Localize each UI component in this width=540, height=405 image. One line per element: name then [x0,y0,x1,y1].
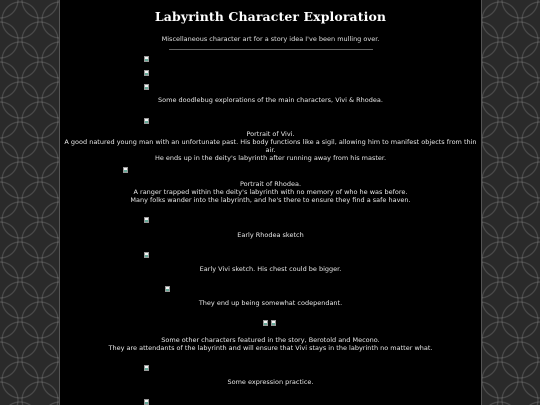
broken-image-icon[interactable] [144,56,150,63]
broken-image-icon[interactable] [144,217,150,224]
divider [169,49,373,50]
expressions-caption: Some expression practice. [227,378,314,386]
broken-image-icon[interactable] [144,118,150,125]
main-content [59,0,482,405]
rhodea-heading: Portrait of Rhodea. [239,180,302,188]
broken-image-icon[interactable] [144,365,150,372]
broken-image-icon[interactable] [144,84,150,91]
broken-image-icon[interactable] [123,167,129,174]
page-title: Labyrinth Character Exploration [154,9,387,24]
rhodea-sketch-caption: Early Rhodea sketch [237,231,304,239]
others-line-2: They are attendants of the labyrinth and will ensure that Vivi stays in the labyrinth no matter what. [108,344,433,352]
broken-image-icon[interactable] [144,70,150,77]
broken-image-icon[interactable] [263,320,269,327]
broken-image-icon[interactable] [271,320,277,327]
vivi-heading: Portrait of Vivi. [246,130,295,138]
codependant-caption: They end up being somewhat codependant. [198,299,343,307]
others-description [60,336,481,352]
rhodea-line-1: A ranger trapped within the deity's labyrinth with no memory of who he was before. [133,188,408,196]
broken-image-icon[interactable] [144,252,150,259]
others-line-1: Some other characters featured in the story, Berotold and Mecono. [161,336,380,344]
page-subtitle: Miscellaneous character art for a story idea I've been mulling over. [161,35,380,43]
broken-image-icon[interactable] [165,286,171,293]
vivi-line-2: He ends up in the deity's labyrinth after running away from his master. [154,154,387,162]
doodles-caption: Some doodlebug explorations of the main characters, Vivi & Rhodea. [158,96,383,104]
rhodea-line-2: Many folks wander into the labyrinth, and he's there to ensure they find a safe haven. [130,196,411,204]
broken-image-icon[interactable] [144,399,150,405]
rhodea-description [60,180,481,204]
vivi-line-1: A good natured young man with an unfortunate past. His body functions like a sigil, allowing him to manifest objects from thin air. [64,138,477,154]
vivi-sketch-caption: Early Vivi sketch. His chest could be bigger. [199,265,342,273]
vivi-description [60,130,481,162]
